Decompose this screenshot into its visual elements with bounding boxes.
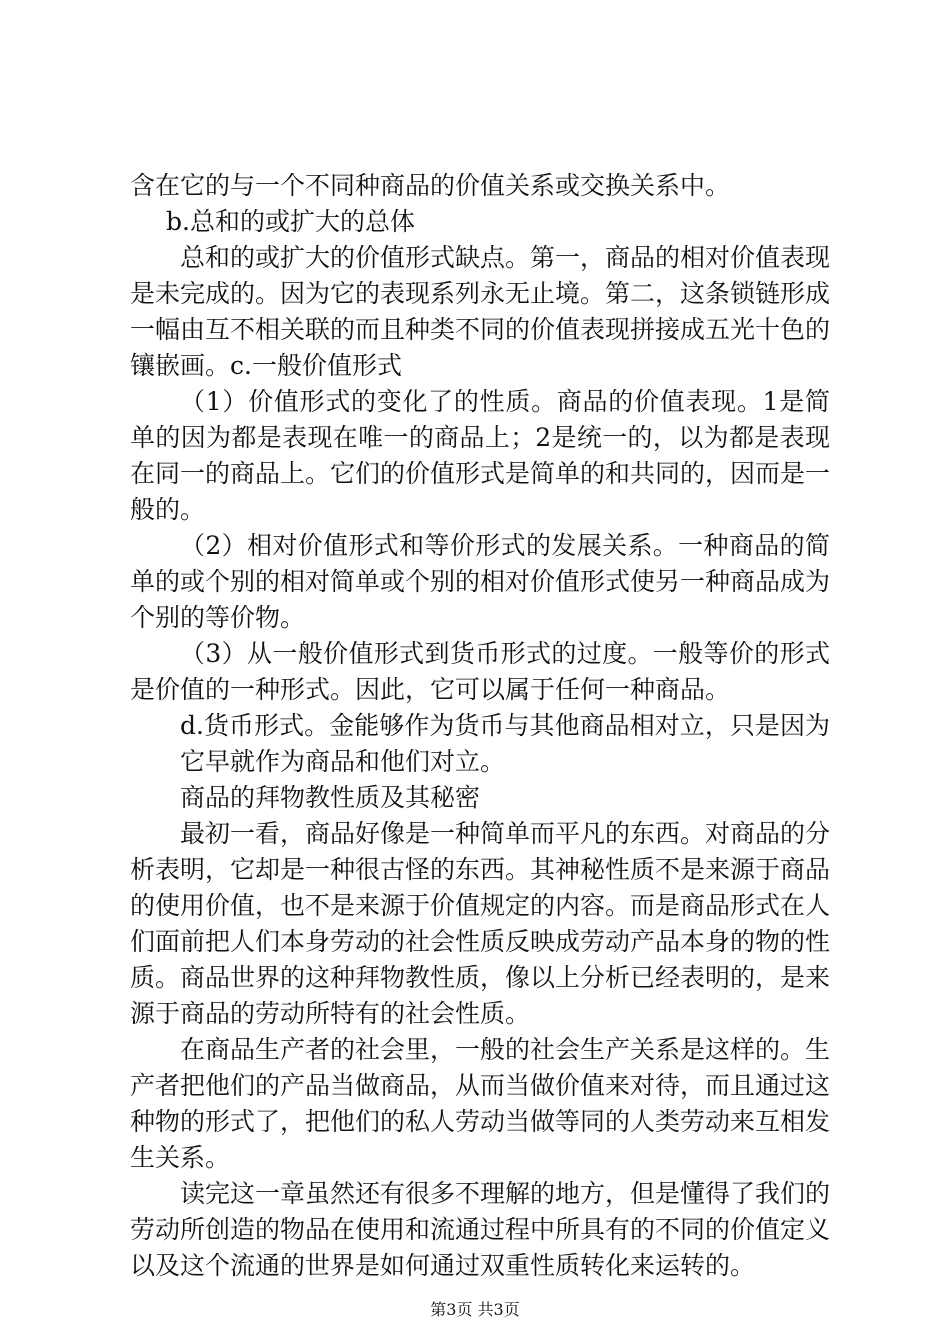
page-footer: 第3页 共3页 (430, 1300, 520, 1319)
paragraph-money-form: d.货币形式。金能够作为货币与其他商品相对立，只是因为它早就作为商品和他们对立。 (180, 711, 830, 776)
paragraph-producers-society: 在商品生产者的社会里，一般的社会生产关系是这样的。生产者把他们的产品当做商品，从而当做价值来对待，而且通过这种物的形式了，把他们的私人劳动当做等同的人类劳动来互相发生关系。 (130, 1035, 831, 1172)
paragraph-item-3: （3）从一般价值形式到货币形式的过度。一般等价的形式是价值的一种形式。因此，它可以属于任何一种商品。 (130, 639, 830, 704)
document-body (130, 168, 830, 1284)
paragraph-expanded-form: 总和的或扩大的价值形式缺点。第一，商品的相对价值表现是未完成的。因为它的表现系列永无止境。第二，这条锁链形成一幅由互不相关联的而且种类不同的价值表现拼接成五光十色的镶嵌画。c.一般价值形式 (130, 243, 831, 380)
section-heading-b: b.总和的或扩大的总体 (166, 207, 415, 236)
paragraph-item-1: （1）价值形式的变化了的性质。商品的价值表现。1是简单的因为都是表现在唯一的商品上；2是统一的，以为都是表现在同一的商品上。它们的价值形式是简单的和共同的，因而是一般的。 (130, 387, 831, 524)
paragraph-continuation: 含在它的与一个不同种商品的价值关系或交换关系中。 (130, 171, 731, 200)
section-heading-fetishism: 商品的拜物教性质及其秘密 (180, 783, 481, 812)
paragraph-fetishism: 最初一看，商品好像是一种简单而平凡的东西。对商品的分析表明，它却是一种很古怪的东西。其神秘性质不是来源于商品的使用价值，也不是来源于价值规定的内容。而是商品形式在人们面前把人们本身劳动的社会性质反映成劳动产品本身的物的性质。商品世界的这种拜物教性质，像以上分析已经表明的，是来源于商品的劳动所特有的社会性质。 (130, 819, 831, 1028)
paragraph-item-2: （2）相对价值形式和等价形式的发展关系。一种商品的简单的或个别的相对简单或个别的相对价值形式使另一种商品成为个别的等价物。 (130, 531, 831, 632)
paragraph-reflection: 读完这一章虽然还有很多不理解的地方，但是懂得了我们的劳动所创造的物品在使用和流通过程中所具有的不同的价值定义以及这个流通的世界是如何通过双重性质转化来运转的。 (130, 1179, 831, 1280)
